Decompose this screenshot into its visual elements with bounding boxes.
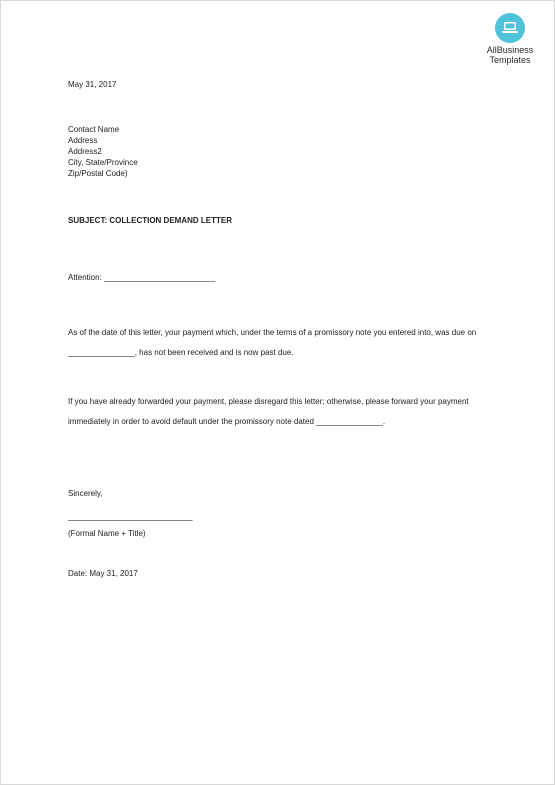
paragraph-payment-due: As of the date of this letter, your payment which, under the terms of a promissory note you entered into, was due on _______________, has not been received and is now past due. (68, 328, 477, 357)
laptop-icon (495, 13, 525, 43)
signature-caption: (Formal Name + Title) (68, 529, 146, 538)
recipient-address: Address (68, 136, 98, 145)
recipient-zip: Zip/Postal Code) (68, 169, 128, 178)
recipient-block (68, 124, 138, 179)
paragraph-forward-payment: If you have already forwarded your payment, please disregard this letter; otherwise, please forward your payment immediately in order to avoid default under the promissory note dated _______________. (68, 397, 469, 426)
letter-date: May 31, 2017 (68, 80, 117, 89)
logo-line-2: Templates (489, 55, 531, 65)
recipient-name: Contact Name (68, 125, 120, 134)
recipient-city-state: City, State/Province (68, 158, 138, 167)
signature-line: ____________________________ (68, 512, 193, 521)
logo-text (479, 45, 541, 65)
closing-salutation: Sincerely, (68, 489, 103, 498)
allbusiness-templates-logo[interactable] (479, 13, 541, 65)
logo-line-1: AllBusiness (486, 45, 534, 55)
footer-date: Date: May 31, 2017 (68, 569, 138, 578)
recipient-address2: Address2 (68, 147, 102, 156)
letter-subject: SUBJECT: COLLECTION DEMAND LETTER (68, 216, 232, 225)
attention-line: Attention: _________________________ (68, 273, 216, 282)
